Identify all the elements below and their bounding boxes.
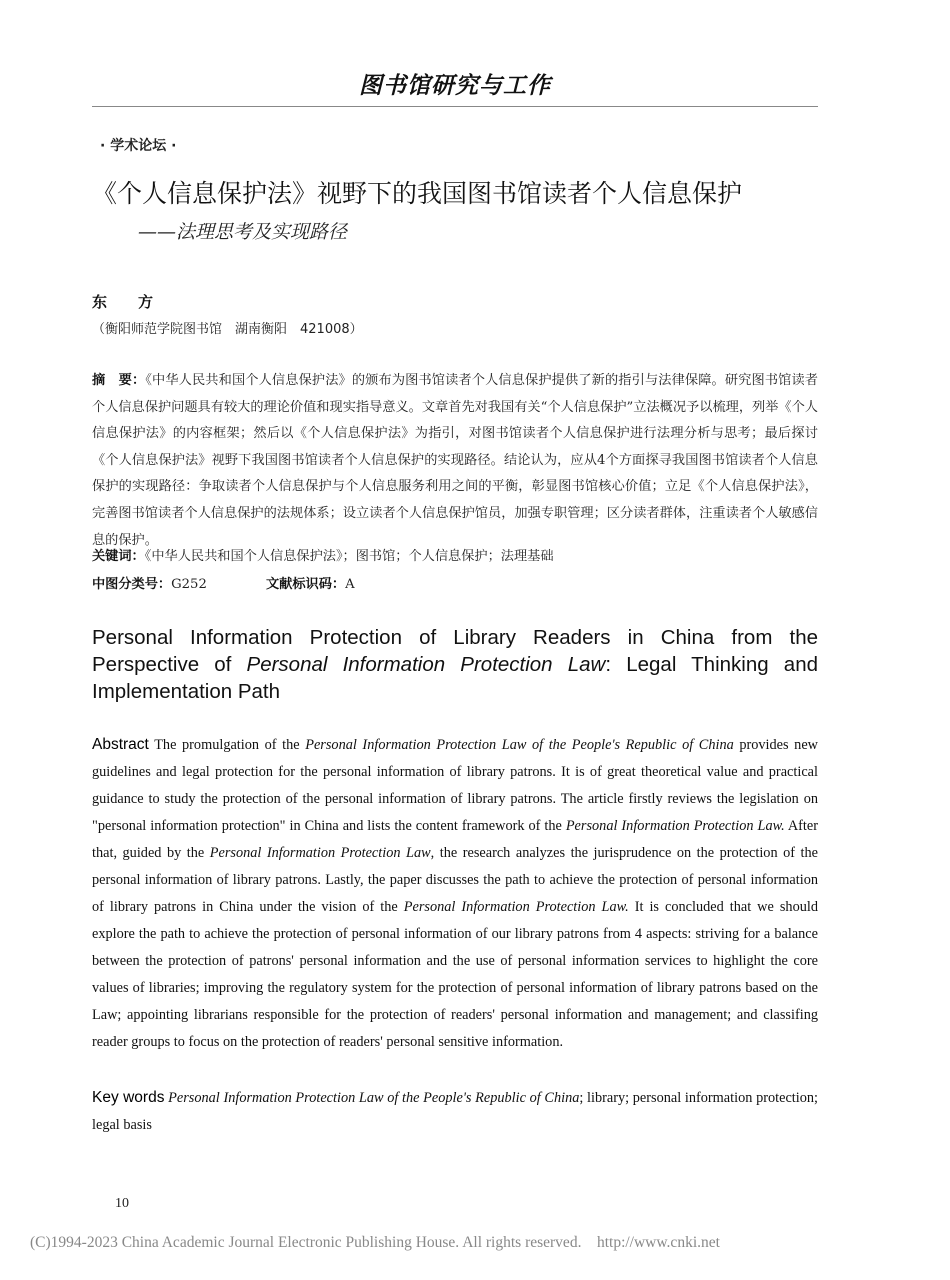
abstract-en-law-ref-3: Personal Information Protection Law. — [403, 899, 629, 915]
abstract-en-text-5: It is concluded that we should explore the path to achieve the protection of personal information of our library patrons from 4 aspects: striving for a balance between the protection of patrons' personal information and the use of personal information services to highlight the core values of libraries; improving the regulatory system for the protection of personal information of library patrons based on the Law; appointing librarians responsible for the protection of readers' personal information and management; and classifing reader groups to focus on the protection of readers' personal sensitive information. — [92, 899, 818, 1050]
title-en-italic: Personal Information Protection Law — [246, 653, 606, 676]
doc-code-label: 文献标识码： — [266, 577, 346, 592]
title-en-part2: : Legal Thinking and Implementation Path — [92, 653, 819, 703]
copyright-footer — [30, 1234, 930, 1252]
abstract-en-text-4: , the research analyzes the jurisprudence on the protection of the personal information of library patrons. Lastly, the paper discusses the path to achieve the protection of personal information of library patrons in China under the vision of the — [92, 845, 819, 915]
article-title-cn: 《个人信息保护法》视野下的我国图书馆读者个人信息保护 — [92, 179, 743, 208]
copyright-text: (C)1994-2023 China Academic Journal Electronic Publishing House. All rights reserved. — [30, 1234, 582, 1251]
abstract-en-law-ref-2: Personal Information Protection Law — [209, 845, 431, 861]
abstract-cn — [92, 368, 818, 554]
author-name: 东 方 — [92, 293, 162, 311]
abstract-en-text-1: The promulgation of the — [148, 737, 306, 753]
abstract-en-text-2: provides new guidelines and legal protection for the personal information of library patrons. It is of great theoretical value and practical guidance to study the protection of the personal information of library patrons. The article firstly reviews the legislation on "personal information protection" in China and lists the content framework of the — [92, 737, 818, 834]
journal-masthead — [92, 68, 818, 107]
keywords-en-label: Key words — [92, 1089, 165, 1106]
abstract-cn-label: 摘 要： — [92, 373, 146, 388]
document-code — [266, 573, 355, 592]
journal-title: 图书馆研究与工作 — [359, 72, 551, 99]
keywords-cn-label: 关键词： — [92, 549, 145, 564]
clc-label: 中图分类号： — [92, 577, 172, 592]
author-affiliation: （衡阳师范学院图书馆 湖南衡阳 421008） — [92, 322, 363, 337]
keywords-en-law-title: Personal Information Protection Law of the People's Republic of China — [168, 1090, 580, 1106]
abstract-cn-text: 《中华人民共和国个人信息保护法》的颁布为图书馆读者个人信息保护提供了新的指引与法律保障。研究图书馆读者个人信息保护问题具有较大的理论价值和现实指导意义。文章首先对我国有关“个人信息保护”立法概况予以梳理，列举《个人信息保护法》的内容框架；然后以《个人信息保护法》为指引，对图书馆读者个人信息保护进行法理分析与思考；最后探讨《个人信息保护法》视野下我国图书馆读者个人信息保护的实现路径。结论认为，应从4个方面探寻我国图书馆读者个人信息保护的实现路径：争取读者个人信息保护与个人信息服务利用之间的平衡，彰显图书馆核心价值；立足《个人信息保护法》，完善图书馆读者个人信息保护的法规体系；设立读者个人信息保护馆员，加强专职管理；区分读者群体，注重读者个人敏感信息的保护。 — [92, 373, 818, 548]
abstract-en-label: Abstract — [92, 736, 149, 753]
clc-value: G252 — [171, 577, 207, 592]
keywords-cn — [92, 545, 818, 564]
keywords-en-rest: ; library; personal information protection; legal basis — [92, 1090, 818, 1133]
cnki-url: http://www.cnki.net — [596, 1234, 720, 1251]
abstract-en-law-title: Personal Information Protection Law of the People's Republic of China — [305, 737, 734, 753]
article-title-en — [92, 624, 818, 705]
abstract-en — [92, 731, 818, 1056]
doc-code-value: A — [345, 577, 355, 592]
classification-line — [92, 573, 355, 592]
abstract-en-text-3: After that, guided by the — [92, 818, 819, 861]
abstract-en-law-ref-1: Personal Information Protection Law. — [565, 818, 785, 834]
keywords-en — [92, 1084, 818, 1139]
title-en-part1: Personal Information Protection of Library Readers in China from the Perspective of — [92, 626, 818, 676]
keywords-cn-text: 《中华人民共和国个人信息保护法》；图书馆；个人信息保护；法理基础 — [144, 549, 554, 564]
page-number: 10 — [115, 1196, 129, 1211]
article-subtitle-cn: ——法理思考及实现路径 — [138, 221, 348, 243]
column-tag: · 学术论坛 · — [100, 138, 177, 154]
